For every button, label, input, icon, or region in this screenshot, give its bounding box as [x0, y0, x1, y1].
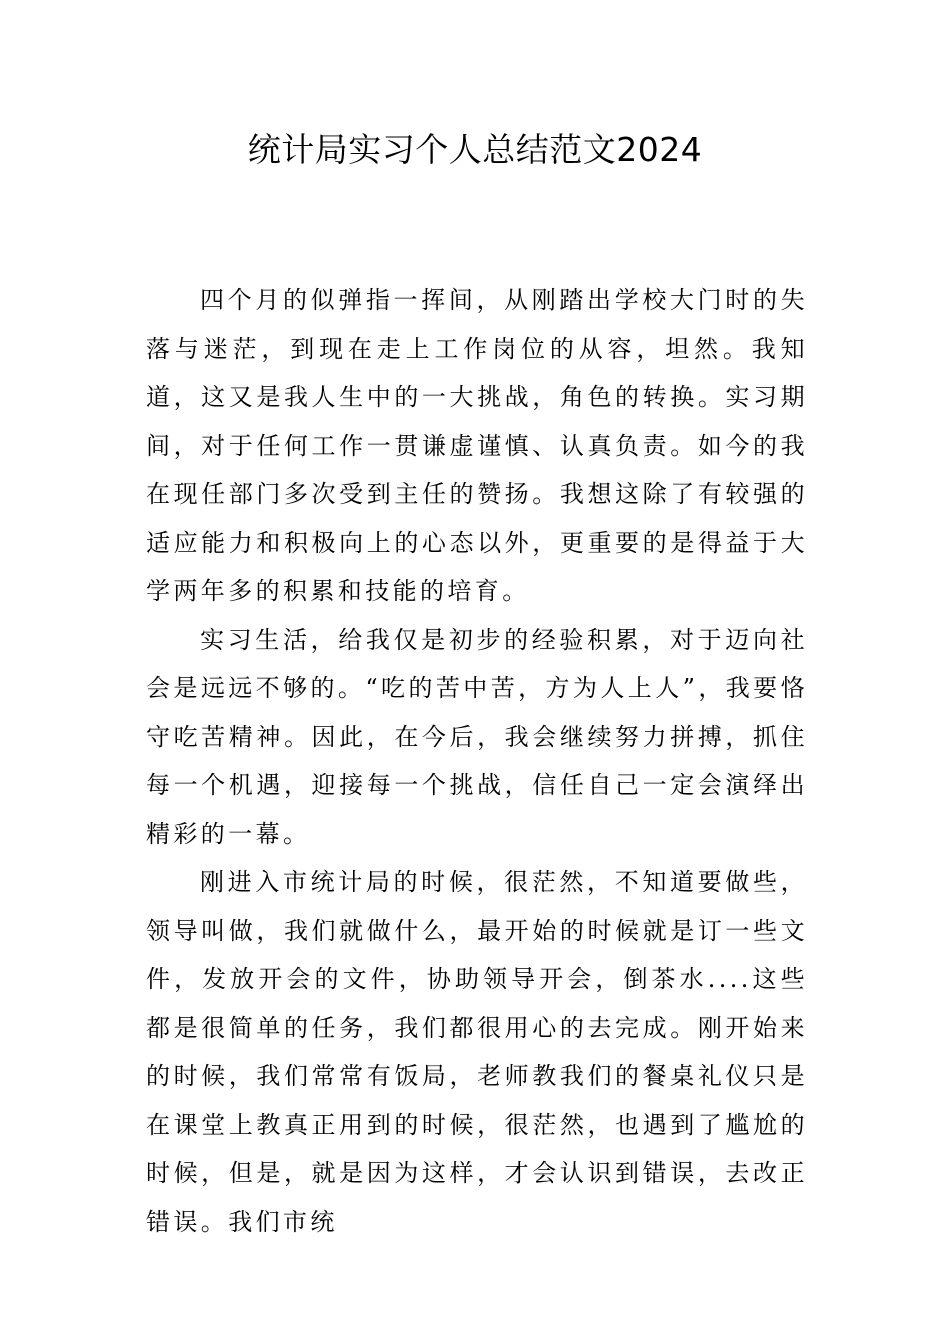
body-paragraph-2: 实习生活，给我仅是初步的经验积累，对于迈向社会是远远不够的。“吃的苦中苦，方为人上人”，我要恪守吃苦精神。因此，在今后，我会继续努力拼搏，抓住每一个机遇，迎接每一个挑战，信任自己一定会演绎出精彩的一幕。: [146, 625, 808, 848]
document-body: [146, 276, 808, 1246]
body-paragraph-1: 四个月的似弹指一挥间，从刚踏出学校大门时的失落与迷茫，到现在走上工作岗位的从容，坦然。我知道，这又是我人生中的一大挑战，角色的转换。实习期间，对于任何工作一贯谦虚谨慎、认真负责。如今的我在现任部门多次受到主任的赞扬。我想这除了有较强的适应能力和积极向上的心态以外，更重要的是得益于大学两年多的积累和技能的培育。: [146, 286, 808, 605]
body-paragraph-3: 刚进入市统计局的时候，很茫然，不知道要做些，领导叫做，我们就做什么，最开始的时候就是订一些文件，发放开会的文件，协助领导开会，倒茶水....这些都是很简单的任务，我们都很用心的去完成。刚开始来的时候，我们常常有饭局，老师教我们的餐桌礼仪只是在课堂上教真正用到的时候，很茫然，也遇到了尴尬的时候，但是，就是因为这样，才会认识到错误，去改正错误。我们市统: [146, 868, 808, 1236]
document-title: 统计局实习个人总结范文2024: [247, 130, 703, 169]
